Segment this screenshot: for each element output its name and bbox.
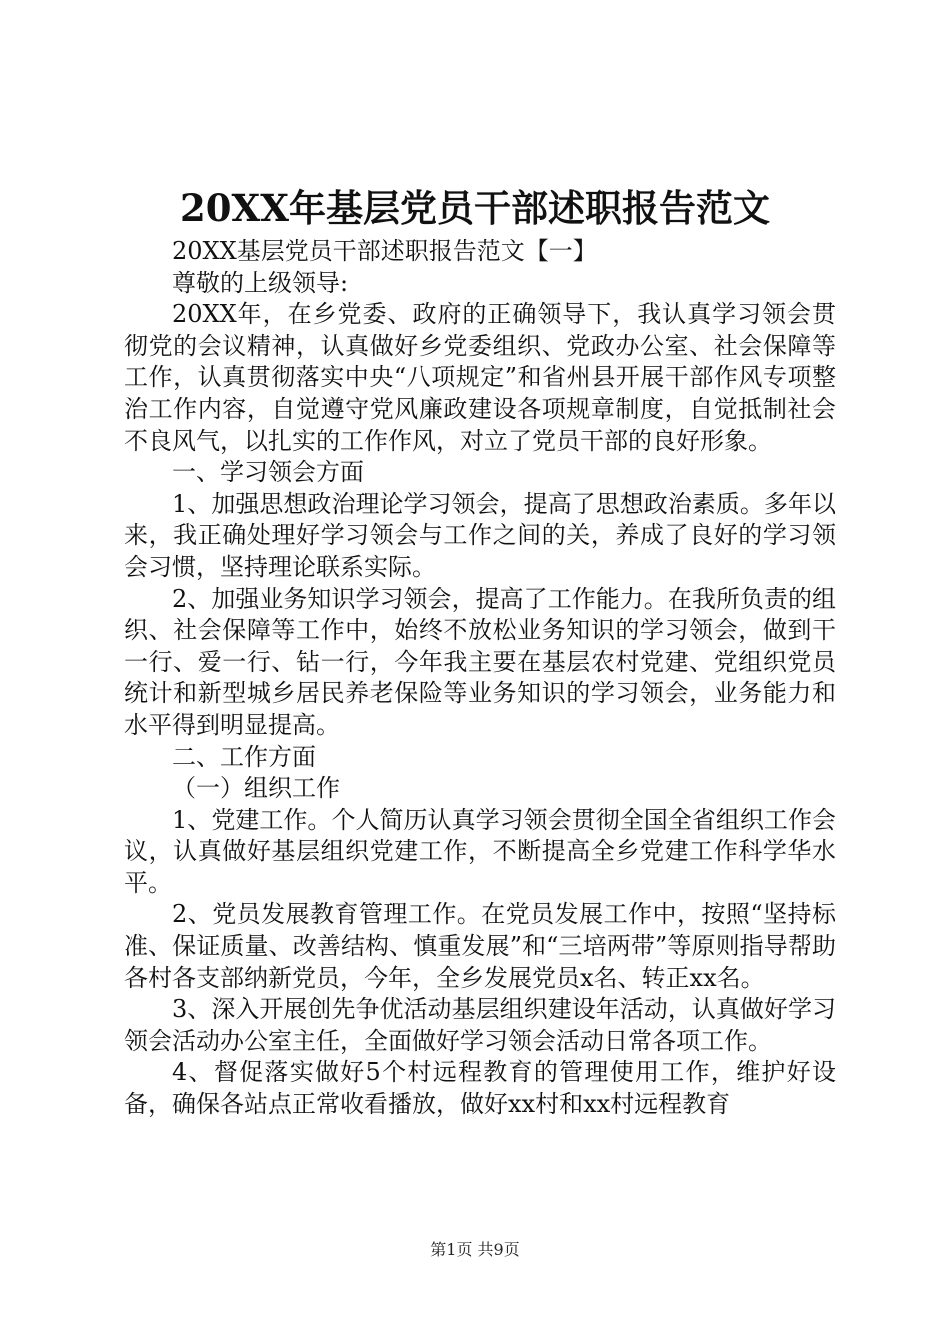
paragraph-work-1: 1、党建工作。个人简历认真学习领会贯彻全国全省组织工作会议，认真做好基层组织党建工作，不断提高全乡党建工作科学华水平。 [124,805,836,897]
section-heading-study: 一、学习领会方面 [172,458,364,487]
paragraph-work-2: 2、党员发展教育管理工作。在党员发展工作中，按照“坚持标准、保证质量、改善结构、慎重发展”和“三培两带”等原则指导帮助各村各支部纳新党员，今年，全乡发展党员x名、转正xx名。 [124,900,836,992]
paragraph-salutation: 尊敬的上级领导: [172,268,349,297]
paragraph-study-2: 2、加强业务知识学习领会，提高了工作能力。在我所负责的组织、社会保障等工作中，始终不放松业务知识的学习领会，做到干一行、爱一行、钻一行，今年我主要在基层农村党建、党组织党员统计和新型城乡居民养老保险等业务知识的学习领会，业务能力和水平得到明显提高。 [124,584,836,739]
document-body [124,236,836,1121]
subsection-heading-organization: （一）组织工作 [172,774,340,803]
paragraph-study-1: 1、加强思想政治理论学习领会，提高了思想政治素质。多年以来，我正确处理好学习领会与工作之间的关，养成了良好的学习领会习惯，坚持理论联系实际。 [124,489,836,581]
paragraph-intro: 20XX年，在乡党委、政府的正确领导下，我认真学习领会贯彻党的会议精神，认真做好乡党委组织、党政办公室、社会保障等工作，认真贯彻落实中央“八项规定”和省州县开展干部作风专项整治工作内容，自觉遵守党风廉政建设各项规章制度，自觉抵制社会不良风气，以扎实的工作作风，对立了党员干部的良好形象。 [124,300,836,455]
document-title: 20XX年基层党员干部述职报告范文 [180,186,770,230]
paragraph-subtitle: 20XX基层党员干部述职报告范文【一】 [172,237,597,265]
page-footer: 第1页 共9页 [430,1240,520,1259]
paragraph-work-4: 4、督促落实做好5个村远程教育的管理使用工作，维护好设备，确保各站点正常收看播放，做好xx村和xx村远程教育 [124,1058,836,1119]
section-heading-work: 二、工作方面 [172,742,316,771]
paragraph-work-3: 3、深入开展创先争优活动基层组织建设年活动，认真做好学习领会活动办公室主任，全面做好学习领会活动日常各项工作。 [124,995,836,1055]
